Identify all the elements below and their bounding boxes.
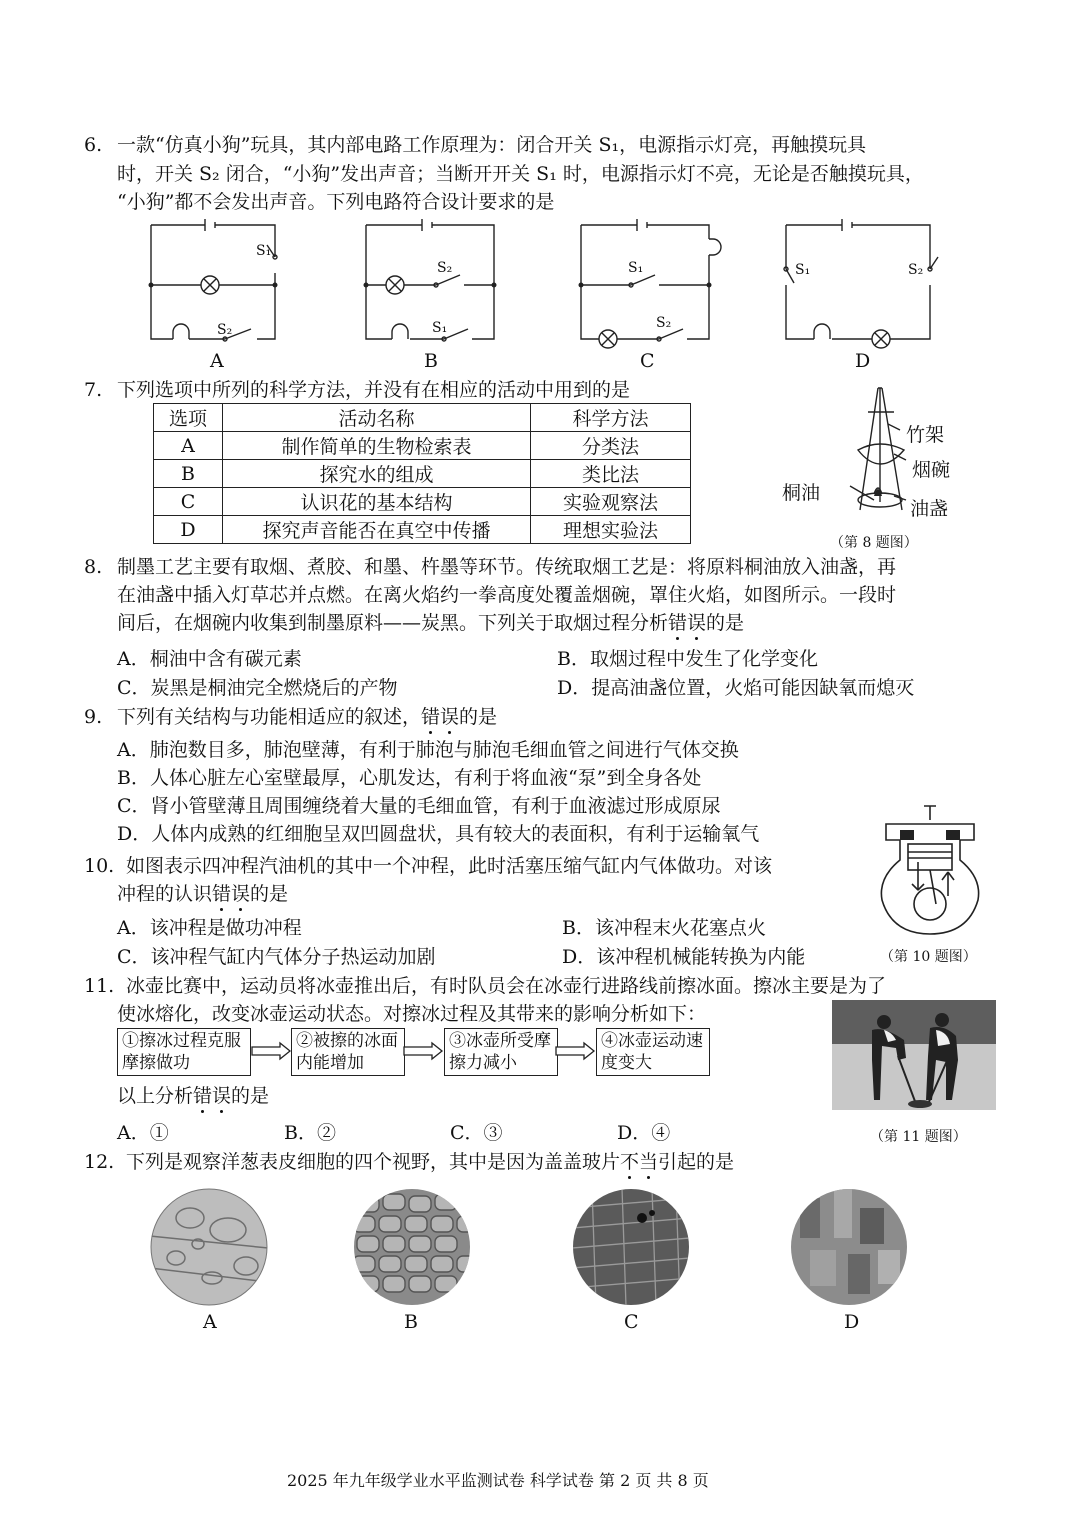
flow-step-4: ④冰壶运动速度变大	[596, 1028, 710, 1076]
q12-number: 12.	[84, 1151, 115, 1173]
circuit-b-label: B	[424, 350, 438, 372]
q8-option-c: C．炭黑是桐油完全燃烧后的产物	[117, 677, 398, 699]
q10-option-c: C．该冲程气缸内气体分子热运动加剧	[117, 946, 436, 968]
q7-cell: 探究水的组成	[223, 460, 531, 488]
q11-option-b: B．②	[284, 1122, 336, 1144]
q7-header-option: 选项	[154, 404, 223, 432]
q11-option-d: D．④	[617, 1122, 671, 1144]
q11-option-a: A．①	[117, 1122, 169, 1144]
q11-text-line2: 使冰熔化，改变冰壶运动状态。对擦冰过程及其带来的影响分析如下：	[117, 1003, 707, 1025]
circuit-c-label: C	[640, 350, 655, 372]
circuit-diagram-a	[145, 215, 285, 345]
q10-text-line1: 如图表示四冲程汽油机的其中一个冲程，此时活塞压缩气缸内气体做功。对该	[126, 855, 773, 877]
q9-option-c: C．肾小管壁薄且周围缠绕着大量的毛细血管，有利于血液滤过形成原尿	[117, 795, 721, 817]
microscope-view-d	[790, 1188, 908, 1306]
curling-photo	[832, 1000, 996, 1110]
q11-text-line1: 冰壶比赛中，运动员将冰壶推出后，有时队员会在冰壶行进路线前擦冰面。擦冰主要是为了	[126, 975, 887, 997]
q9-text: 下列有关结构与功能相适应的叙述，错误的是	[117, 706, 498, 728]
q7-cell: 实验观察法	[531, 488, 691, 516]
view-a-label: A	[203, 1311, 217, 1333]
q7-cell: 认识花的基本结构	[223, 488, 531, 516]
q7-cell: 类比法	[531, 460, 691, 488]
q8-text-line1: 制墨工艺主要有取烟、煮胶、和墨、杵墨等环节。传统取烟工艺是：将原料桐油放入油盏，再	[117, 556, 897, 578]
circuit-c-s2-label: S₂	[656, 315, 672, 331]
circuit-d-s1-label: S₁	[795, 262, 811, 278]
circuit-b-s2-label: S₂	[437, 260, 453, 276]
q7-number: 7.	[84, 379, 103, 401]
q6-number: 6.	[84, 134, 103, 156]
q7-cell: 探究声音能否在真空中传播	[223, 516, 531, 544]
flow-arrow-icon	[556, 1042, 596, 1060]
flow-arrow-icon	[404, 1042, 444, 1060]
microscope-view-b	[353, 1188, 471, 1306]
q10-option-a: A．该冲程是做功冲程	[117, 917, 302, 939]
q12-text: 下列是观察洋葱表皮细胞的四个视野，其中是因为盖盖玻片不当引起的是	[126, 1151, 735, 1173]
q7-cell: C	[154, 488, 223, 516]
view-c-label: C	[624, 1311, 639, 1333]
flow-step-2: ②被擦的冰面内能增加	[291, 1028, 405, 1076]
flow-arrow-icon	[252, 1042, 292, 1060]
label-tung-oil: 桐油	[782, 482, 821, 504]
q10-option-d: D．该冲程机械能转换为内能	[562, 946, 806, 968]
circuit-diagram-d	[780, 215, 940, 345]
label-smoke-bowl: 烟碗	[912, 459, 951, 481]
q7-cell: B	[154, 460, 223, 488]
fig11-caption: （第 11 题图）	[870, 1129, 967, 1145]
table-row	[154, 432, 691, 460]
q7-cell: 理想实验法	[531, 516, 691, 544]
q8-number: 8.	[84, 556, 103, 578]
q7-table-header	[154, 404, 691, 432]
circuit-d-s2-label: S₂	[908, 262, 924, 278]
q8-text-line2: 在油盏中插入灯草芯并点燃。在离火焰约一拳高度处覆盖烟碗，罩住火焰，如图所示。一段时	[117, 584, 897, 606]
q11-text-line3: 以上分析错误的是	[117, 1085, 270, 1107]
q9-number: 9.	[84, 706, 103, 728]
circuit-a-label: A	[210, 350, 224, 372]
table-row	[154, 488, 691, 516]
q6-text-line3: “小狗”都不会发出声音。下列电路符合设计要求的是	[117, 191, 555, 213]
view-b-label: B	[404, 1311, 418, 1333]
q7-cell: A	[154, 432, 223, 460]
q8-option-b: B．取烟过程中发生了化学变化	[557, 648, 818, 670]
flow-step-1: ①擦冰过程克服摩擦做功	[117, 1028, 251, 1076]
q7-table	[153, 403, 691, 544]
circuit-diagram-c	[575, 215, 725, 345]
table-row	[154, 460, 691, 488]
q10-text-line2: 冲程的认识错误的是	[117, 883, 289, 905]
label-oil-lamp: 油盏	[910, 498, 949, 520]
page-footer: 2025 年九年级学业水平监测试卷 科学试卷 第 2 页 共 8 页	[287, 1471, 709, 1490]
q6-text-line1: 一款“仿真小狗”玩具，其内部电路工作原理为：闭合开关 S₁，电源指示灯亮，再触摸玩具	[117, 134, 867, 156]
q8-text-line3: 间后，在烟碗内收集到制墨原料——炭黑。下列关于取烟过程分析错误的是	[117, 612, 745, 634]
fig10-caption: （第 10 题图）	[880, 949, 977, 965]
q10-option-b: B．该冲程末火花塞点火	[562, 917, 766, 939]
q7-header-method: 科学方法	[531, 404, 691, 432]
q7-cell: 分类法	[531, 432, 691, 460]
fig8-caption: （第 8 题图）	[830, 535, 918, 551]
circuit-a-s2-label: S₂	[217, 322, 233, 338]
q11-number: 11.	[84, 975, 115, 997]
circuit-d-label: D	[855, 350, 871, 372]
q7-text: 下列选项中所列的科学方法，并没有在相应的活动中用到的是	[117, 379, 631, 401]
circuit-a-s1-label: S₁	[256, 243, 272, 259]
q6-text-line2: 时，开关 S₂ 闭合，“小狗”发出声音；当断开开关 S₁ 时，电源指示灯不亮，无论是否触摸玩具，	[117, 163, 924, 185]
view-d-label: D	[844, 1311, 860, 1333]
label-bamboo-frame: 竹架	[906, 424, 945, 446]
circuit-diagram-b	[360, 215, 500, 345]
flow-step-3: ③冰壶所受摩擦力减小	[444, 1028, 558, 1076]
q7-cell: 制作简单的生物检索表	[223, 432, 531, 460]
q9-option-d: D．人体内成熟的红细胞呈双凹圆盘状，具有较大的表面积，有利于运输氧气	[117, 823, 760, 845]
table-row	[154, 516, 691, 544]
microscope-view-a	[150, 1188, 268, 1306]
microscope-view-c	[572, 1188, 690, 1306]
q8-option-a: A．桐油中含有碳元素	[117, 648, 302, 670]
q10-number: 10.	[84, 855, 115, 877]
circuit-c-s1-label: S₁	[628, 260, 644, 276]
engine-cylinder-figure	[878, 800, 982, 936]
circuit-b-s1-label: S₁	[432, 320, 448, 336]
q11-option-c: C．③	[450, 1122, 503, 1144]
q7-header-activity: 活动名称	[223, 404, 531, 432]
q8-option-d: D．提高油盏位置，火焰可能因缺氧而熄灭	[557, 677, 915, 699]
q7-cell: D	[154, 516, 223, 544]
q9-option-b: B．人体心脏左心室壁最厚，心肌发达，有利于将血液“泵”到全身各处	[117, 767, 702, 789]
q9-option-a: A．肺泡数目多，肺泡壁薄，有利于肺泡与肺泡毛细血管之间进行气体交换	[117, 739, 739, 761]
